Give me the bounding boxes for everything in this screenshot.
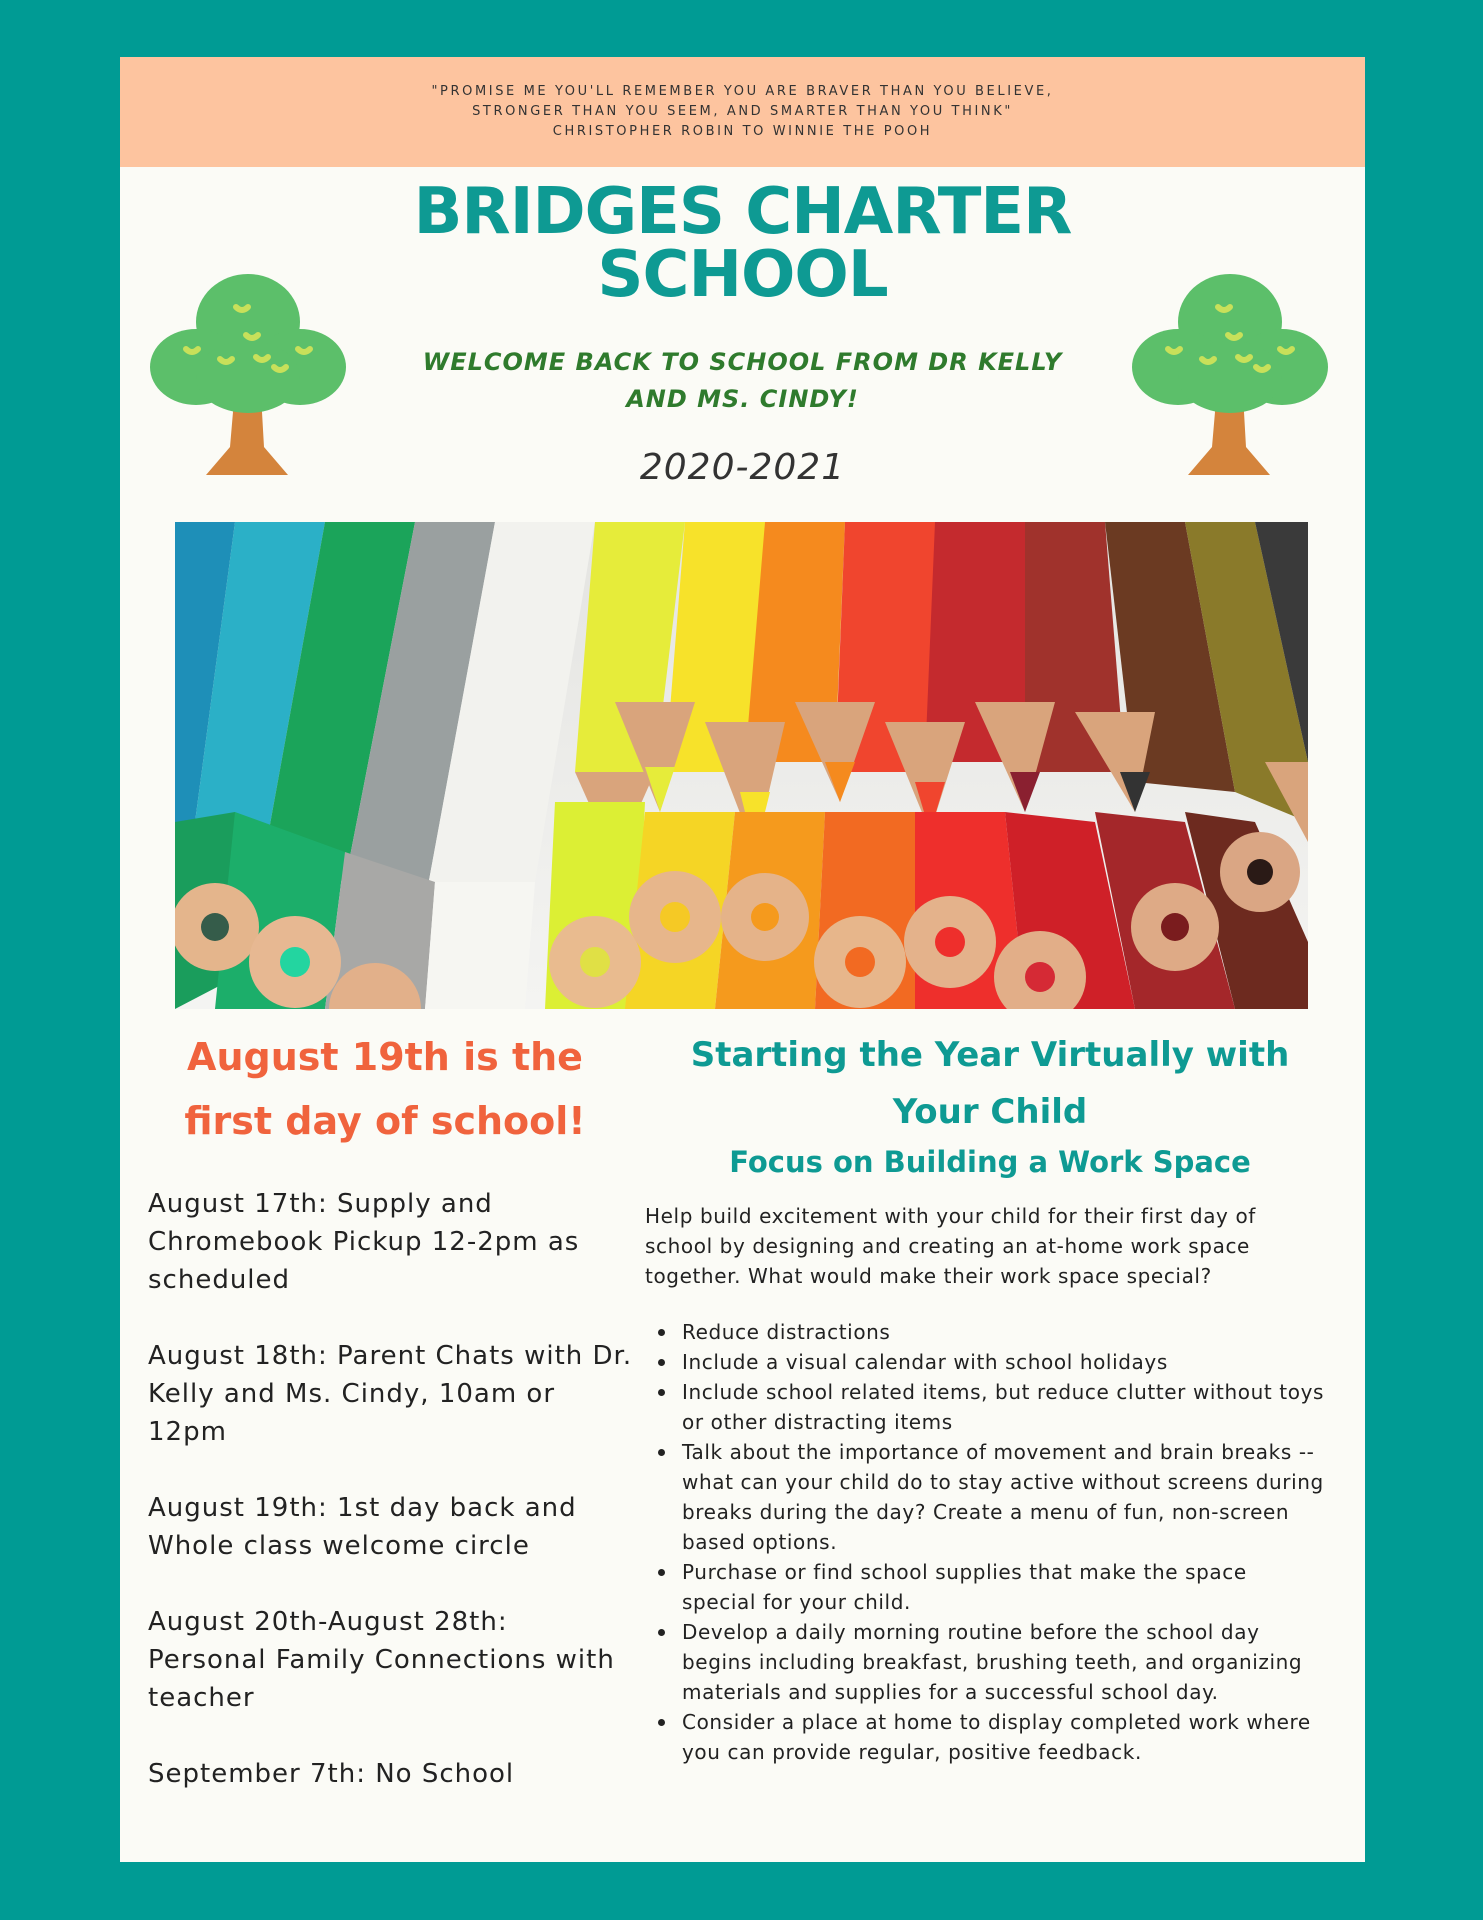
list-item: Purchase or find school supplies that make the space special for your child. [645,1557,1325,1617]
schedule-item: August 19th: 1st day back and Whole class welcome circle [148,1493,577,1561]
welcome-line-2: AND MS. CINDY! [626,385,859,413]
schedule-item: September 7th: No School [148,1759,515,1789]
list-item: Develop a daily morning routine before the school day begins including breakfast, brushing teeth, and organizing materials and supplies for a successful school day. [645,1617,1325,1707]
colored-pencils-image [175,522,1308,1009]
school-title-line-2: SCHOOL [597,238,888,312]
list-item: Include school related items, but reduce clutter without toys or other distracting items [645,1377,1325,1437]
tree-icon-right [1130,267,1330,482]
intro-paragraph: Help build excitement with your child for their first day of school by designing and creating an at-home work space together. What would make their work space special? [645,1204,1256,1288]
quote-attribution: CHRISTOPHER ROBIN TO WINNIE THE POOH [552,124,933,139]
first-day-heading [160,1025,610,1153]
work-space-subheading: Focus on Building a Work Space [729,1145,1251,1179]
virtual-start-heading-line-1: Starting the Year Virtually with [690,1035,1290,1075]
welcome-line-1: WELCOME BACK TO SCHOOL FROM DR KELLY [422,348,1063,376]
schedule-item: August 17th: Supply and Chromebook Pickup 12-2pm as scheduled [148,1189,580,1295]
colored-pencils-photo [175,522,1308,1009]
list-item: Talk about the importance of movement and brain breaks -- what can your child do to stay active without screens during breaks during the day? Create a menu of fun, non-screen based options. [645,1437,1325,1557]
school-title-line-1: BRIDGES CHARTER [413,175,1072,249]
virtual-start-heading [640,1027,1340,1141]
list-item: Reduce distractions [645,1317,1325,1347]
virtual-start-heading-line-2: Your Child [892,1092,1088,1132]
tree-icon-left [148,267,348,482]
schedule-item: August 18th: Parent Chats with Dr. Kelly and Ms. Cindy, 10am or 12pm [148,1341,633,1447]
flyer-page [120,57,1365,1862]
quote-banner [120,57,1365,167]
tips-list [645,1317,1325,1767]
quote-line-1: "PROMISE ME YOU'LL REMEMBER YOU ARE BRAVER THAN YOU BELIEVE, [431,84,1054,99]
list-item: Consider a place at home to display completed work where you can provide regular, positive feedback. [645,1707,1325,1767]
schedule-item: August 20th-August 28th: Personal Family Connections with teacher [148,1607,615,1713]
first-day-heading-line-2: first day of school! [184,1099,586,1143]
school-year: 2020-2021 [639,447,846,488]
first-day-heading-line-1: August 19th is the [187,1035,583,1079]
list-item: Include a visual calendar with school holidays [645,1347,1325,1377]
schedule-list [148,1185,633,1831]
quote-line-2: STRONGER THAN YOU SEEM, AND SMARTER THAN YOU THINK" [472,104,1013,119]
